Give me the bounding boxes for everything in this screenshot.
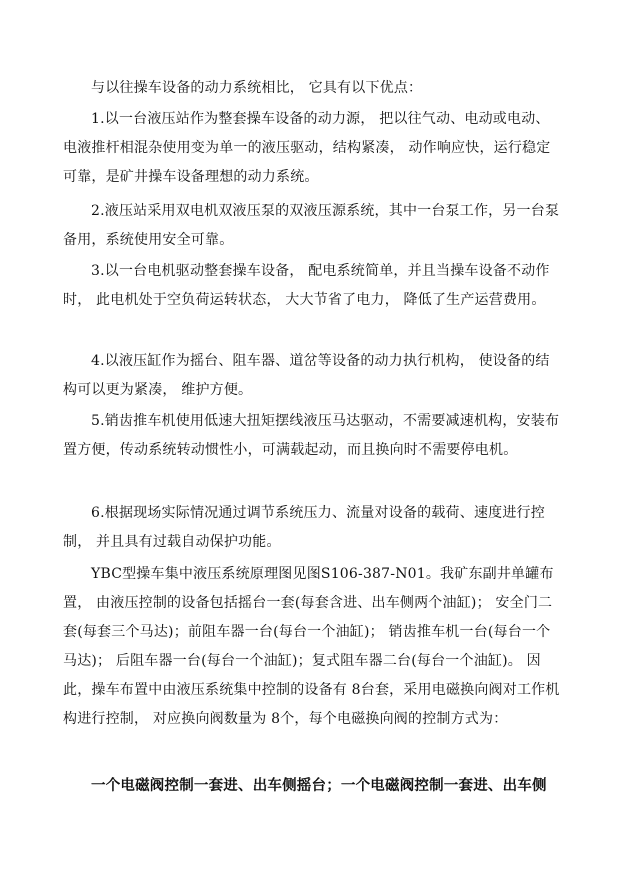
advantage-4-paragraph: 4.以液压缸作为摇台、阻车器、道岔等设备的动力执行机构， 使设备的结构可以更为紧凑， 维护方便。 (63, 353, 550, 398)
advantage-3-paragraph: 3.以一台电机驱动整套操车设备， 配电系统简单，并且当操车设备不动作时， 此电机处于空负荷运转状态， 大大节省了电力， 降低了生产运营费用。 (63, 263, 550, 308)
advantage-6-paragraph: 6.根据现场实际情况通过调节系统压力、流量对设备的载荷、速度进行控制， 并且具有过载自动保护功能。 (63, 505, 545, 550)
advantage-5-paragraph: 5.销齿推车机使用低速大扭矩摆线液压马达驱动，不需要减速机构，安装布置方便，传动系统转动惯性小，可满载起动，而且换向时不需要停电机。 (63, 413, 560, 458)
advantage-1-paragraph: 1.以一台液压站作为整套操车设备的动力源， 把以往气动、电动或电动、电液推杆相混杂使用变为单一的液压驱动，结构紧凑， 动作响应快，运行稳定可靠，是矿井操车设备理想的动力系统。 (63, 111, 551, 185)
control-mode-paragraph: 一个电磁阀控制一套进、出车侧摇台；一个电磁阀控制一套进、出车侧 (91, 777, 547, 794)
advantage-2-paragraph: 2.液压站采用双电机双液压泵的双液压源系统，其中一台泵工作，另一台泵备用，系统使用安全可靠。 (63, 203, 560, 248)
intro-paragraph: 与以往操车设备的动力系统相比， 它具有以下优点： (91, 80, 423, 96)
system-description-paragraph: YBC型操车集中液压系统原理图见图S106-387-N01。我矿东副井单罐布置， 由液压控制的设备包括摇台一套(每套含进、出车侧两个油缸)； 安全门二套(每套三个马达)；前阻车器一台(每台一个油缸)； 销齿推车机一台(每台一个马达)； 后阻车器一台(每台一个油缸)；复式阻车器二台(每台一个油缸)。 因此，操车布置中由液压系统集中控制的设备有 8台套，采用电磁换向阀对工作机构进行控制， 对应换向阀数量为 8个，每个电磁换向阀的控制方式为： (63, 566, 560, 727)
